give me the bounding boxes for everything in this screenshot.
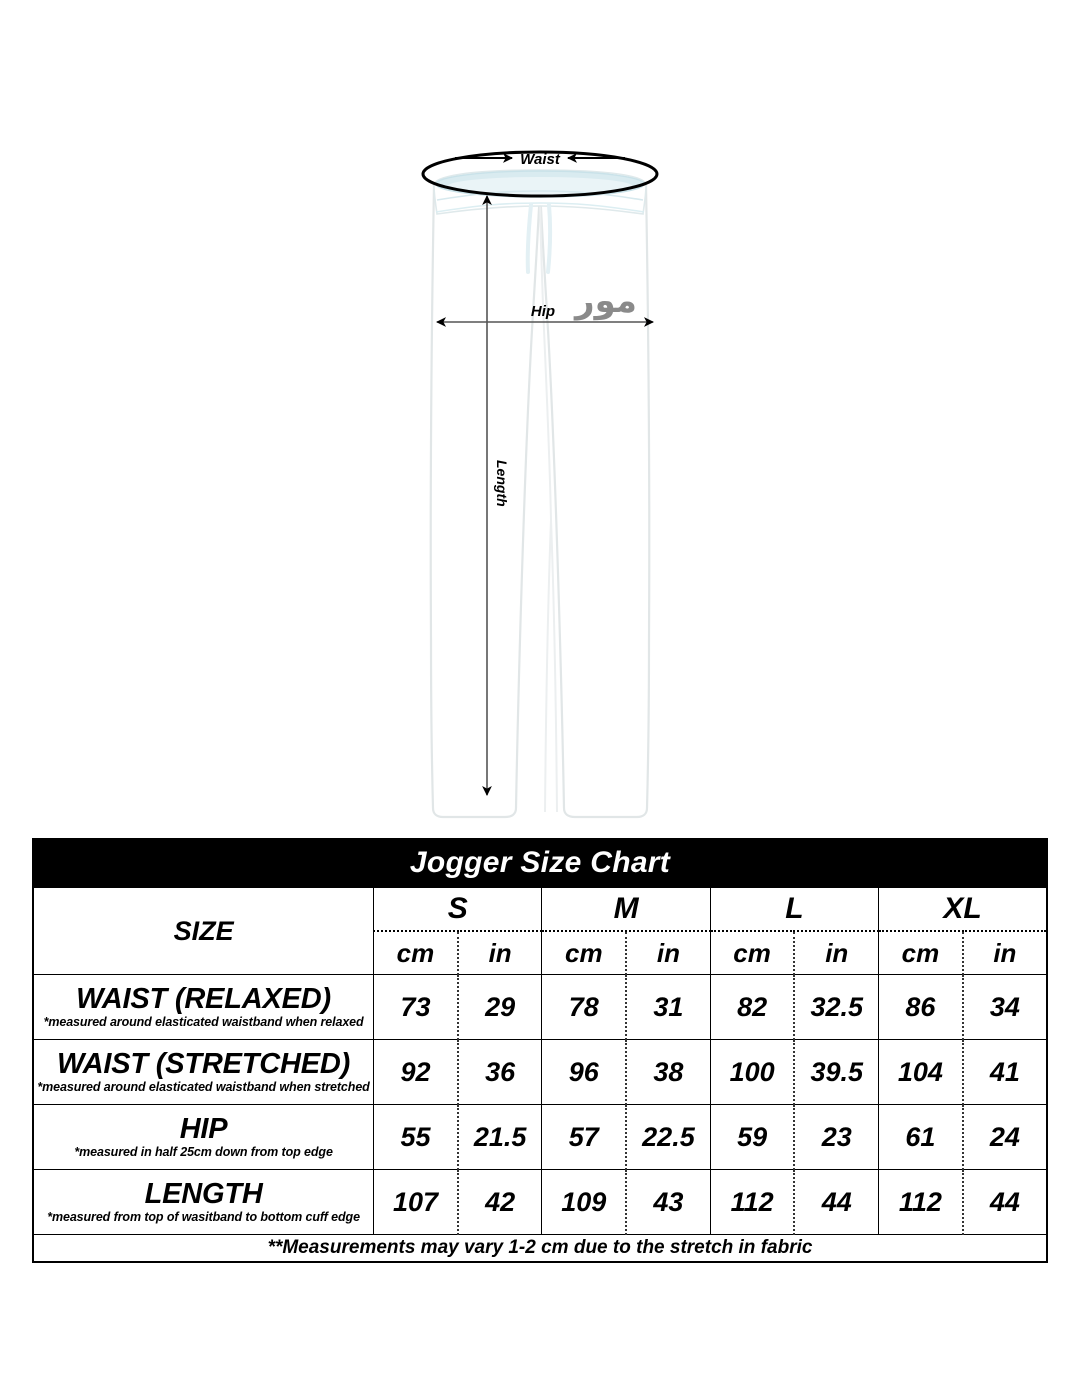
cell-value: 59 bbox=[710, 1105, 794, 1170]
cell-value: 23 bbox=[794, 1105, 878, 1170]
row-label-note: *measured around elasticated waistband when relaxed bbox=[43, 1015, 364, 1030]
hip-label: Hip bbox=[530, 303, 556, 320]
table-row bbox=[33, 1170, 1047, 1235]
cell-value: 32.5 bbox=[794, 975, 878, 1040]
cell-value: 41 bbox=[963, 1040, 1047, 1105]
cell-value: 112 bbox=[710, 1170, 794, 1235]
row-label-main: HIP bbox=[179, 1112, 228, 1145]
cell-value: 43 bbox=[626, 1170, 710, 1235]
cell-value: 42 bbox=[458, 1170, 542, 1235]
drawstring-right bbox=[548, 205, 550, 272]
size-group-l: L bbox=[710, 887, 878, 931]
cell-value: 104 bbox=[879, 1040, 963, 1105]
row-label-note: *measured from top of wasitband to bottom cuff edge bbox=[47, 1210, 360, 1225]
cell-value: 96 bbox=[542, 1040, 626, 1105]
size-chart-container bbox=[32, 838, 1048, 1263]
unit-s-in: in bbox=[458, 931, 542, 975]
cell-value: 44 bbox=[794, 1170, 878, 1235]
inseam-left bbox=[545, 520, 551, 812]
inseam-right bbox=[551, 520, 557, 812]
table-row bbox=[33, 975, 1047, 1040]
cell-value: 100 bbox=[710, 1040, 794, 1105]
unit-m-in: in bbox=[626, 931, 710, 975]
row-label-note: *measured around elasticated waistband when stretched bbox=[37, 1080, 370, 1095]
row-label-main: WAIST (RELAXED) bbox=[76, 982, 331, 1015]
unit-m-cm: cm bbox=[542, 931, 626, 975]
size-group-s: S bbox=[374, 887, 542, 931]
chart-footnote: **Measurements may vary 1-2 cm due to the stretch in fabric bbox=[33, 1235, 1047, 1263]
cell-value: 22.5 bbox=[626, 1105, 710, 1170]
cell-value: 107 bbox=[374, 1170, 458, 1235]
cell-value: 112 bbox=[879, 1170, 963, 1235]
unit-xl-in: in bbox=[963, 931, 1047, 975]
footnote-row bbox=[33, 1235, 1047, 1263]
cell-value: 21.5 bbox=[458, 1105, 542, 1170]
cell-value: 38 bbox=[626, 1040, 710, 1105]
cell-value: 34 bbox=[963, 975, 1047, 1040]
cell-value: 86 bbox=[879, 975, 963, 1040]
size-header-cell: SIZE bbox=[33, 887, 374, 975]
left-leg bbox=[431, 185, 540, 817]
brand-logo: مور bbox=[575, 281, 637, 321]
cell-value: 36 bbox=[458, 1040, 542, 1105]
waist-label: Waist bbox=[520, 151, 560, 168]
size-header-row bbox=[33, 887, 1047, 931]
cell-value: 109 bbox=[542, 1170, 626, 1235]
size-group-m: M bbox=[542, 887, 710, 931]
unit-l-in: in bbox=[794, 931, 878, 975]
cell-value: 39.5 bbox=[794, 1040, 878, 1105]
cell-value: 92 bbox=[374, 1040, 458, 1105]
unit-l-cm: cm bbox=[710, 931, 794, 975]
size-chart-table bbox=[32, 838, 1048, 1263]
cell-value: 61 bbox=[879, 1105, 963, 1170]
size-group-xl: XL bbox=[879, 887, 1047, 931]
cell-value: 73 bbox=[374, 975, 458, 1040]
row-label-length bbox=[33, 1170, 374, 1235]
jogger-illustration bbox=[431, 170, 650, 817]
cell-value: 24 bbox=[963, 1105, 1047, 1170]
cell-value: 55 bbox=[374, 1105, 458, 1170]
unit-s-cm: cm bbox=[374, 931, 458, 975]
length-label: Length bbox=[494, 460, 510, 507]
cell-value: 44 bbox=[963, 1170, 1047, 1235]
table-row bbox=[33, 1105, 1047, 1170]
chart-title-row bbox=[33, 839, 1047, 887]
row-label-waist-stretched bbox=[33, 1040, 374, 1105]
cell-value: 57 bbox=[542, 1105, 626, 1170]
row-label-waist-relaxed bbox=[33, 975, 374, 1040]
row-label-main: LENGTH bbox=[144, 1177, 263, 1210]
row-label-hip bbox=[33, 1105, 374, 1170]
row-label-main: WAIST (STRETCHED) bbox=[57, 1047, 351, 1080]
unit-xl-cm: cm bbox=[879, 931, 963, 975]
row-label-note: *measured in half 25cm down from top edge bbox=[74, 1145, 333, 1160]
cell-value: 31 bbox=[626, 975, 710, 1040]
cell-value: 29 bbox=[458, 975, 542, 1040]
table-row bbox=[33, 1040, 1047, 1105]
chart-title: Jogger Size Chart bbox=[33, 839, 1047, 887]
cell-value: 82 bbox=[710, 975, 794, 1040]
cell-value: 78 bbox=[542, 975, 626, 1040]
